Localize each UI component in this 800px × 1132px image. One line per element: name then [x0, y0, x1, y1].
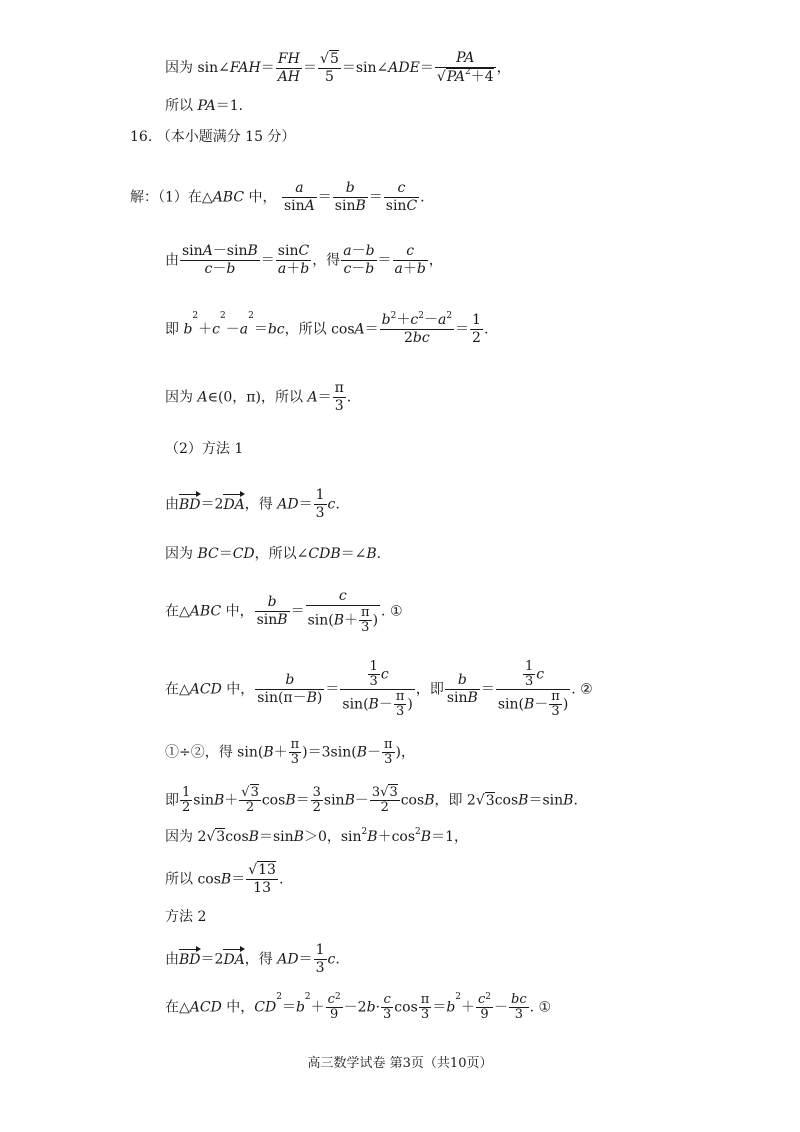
line-cos-b: 所以 cosB＝ $\frac{√13}{13}$ .: [165, 862, 284, 896]
line-part1-law-of-sines: 解：（1）在△ABC 中， $\frac{a}{\sin A}$ ＝ $\frac{b}{\sin B}$ ＝ $\frac{c}{\sin C}$ .: [130, 180, 425, 214]
line-divide: ①÷②，得 sin(B＋ $\frac{\pi}{3}$ )＝3sin(B－ $\frac{\pi}{3}$ )，: [165, 737, 415, 767]
line-expand: 即 $\frac{1}{2}$ sinB＋ $\frac{√3}{2}$ cosB＝ $\frac{3}{2}$ sinB－ $\frac{3√3}{2}$ cosB，即 2√3cosB＝sinB.: [165, 785, 578, 815]
line-a-value: 因为 A∈(0，π)，所以 A＝ $\frac{\pi}{3}$ .: [165, 380, 352, 414]
line-bc-cd: 因为 BC＝CD，所以∠CDB＝∠B.: [165, 546, 382, 562]
line-sin-fah: 因为 sin∠FAH＝ $\frac{FH}{AH}$ ＝ $\frac{√5}{5}$ ＝sin∠ADE＝ $\frac{PA}{√PA^2+4}$ ，: [165, 50, 511, 85]
line-eq-2: 在△ACD 中， $\frac{b}{\sin(\pi-B)}$ ＝ $\frac{1}{3}$ c sin(B－ $\frac{\pi}{3}$ ) ，即 $\frac{b}{\sin B}$ ＝ $\frac{1}{3}$ c sin(B－ $\frac{\pi}{3}$ ) . ②: [165, 659, 593, 719]
line-condition: 因为 2√3cosB＝sinB＞0，$\sin^2B+\cos^2B=1$，: [165, 827, 468, 845]
question-16-header: 16. （本小题满分 15 分）: [130, 129, 296, 145]
line-vector-bd-2: 由BD＝2DA，得 AD＝ $\frac{1}{3}$ c.: [165, 942, 340, 976]
line-from-ratio: 由 $\frac{\sin A-\sin B}{c-b}$ ＝ $\frac{\sin C}{a+b}$ ，得 $\frac{a-b}{c-b}$ ＝ $\frac{c}{a+b}$ ，: [165, 243, 443, 277]
line-cd-squared: 在△ACD 中，$CD^2=b^2+$ $\frac{c^2}{9}$ －2b· $\frac{c}{3}$ cos $\frac{\pi}{3}$ $=b^2+$ $\frac{c^2}{9}$ － $\frac{bc}{3}$ . ①: [165, 992, 552, 1022]
line-pa-result: 所以 PA＝1.: [165, 98, 244, 114]
line-vector-bd: 由BD＝2DA，得 AD＝ $\frac{1}{3}$ c.: [165, 487, 340, 521]
line-cos-a: 即 $b^2+c^2-a^2=bc$，所以 cosA＝ $\frac{b^2+c^2-a^2}{2bc}$ ＝ $\frac{1}{2}$ .: [165, 311, 489, 346]
line-method-2-header: 方法 2: [165, 909, 207, 925]
line-eq-1: 在△ABC 中， $\frac{b}{\sin B}$ ＝ c sin(B＋ $\frac{\pi}{3}$ ) . ①: [165, 588, 403, 635]
page-footer: 高三数学试卷 第3页（共10页）: [307, 1056, 493, 1071]
line-method-1-header: （2）方法 1: [165, 441, 244, 457]
